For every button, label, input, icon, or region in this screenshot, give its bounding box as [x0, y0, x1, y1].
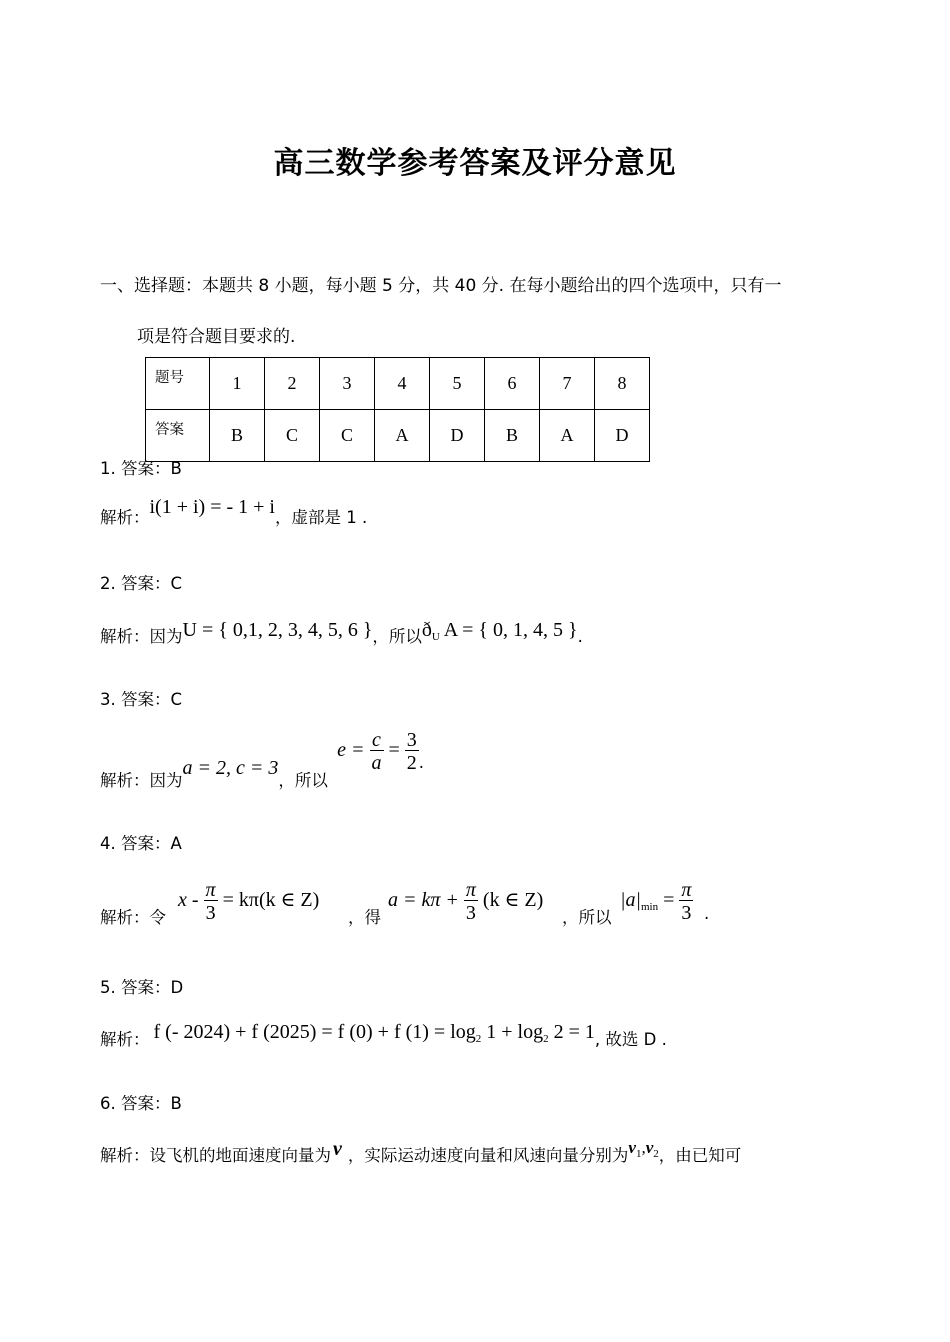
numerator: 3: [406, 729, 417, 751]
table-header-answer: 答案: [146, 410, 210, 462]
explanation-tail: ，由已知可: [658, 1146, 742, 1165]
explanation-2: [100, 619, 583, 649]
formula: [620, 880, 693, 923]
subscript: 1: [635, 1148, 642, 1160]
formula: [422, 619, 578, 641]
formula: [178, 880, 319, 923]
explanation-mid: ，所以: [278, 771, 328, 791]
explanation-5: [100, 1021, 667, 1052]
explanation-1: [100, 496, 368, 529]
answer-2: 2. 答案：C: [100, 574, 183, 593]
page-title: 高三数学参考答案及评分意见: [273, 146, 677, 181]
denominator: 3: [464, 900, 478, 923]
explanation-mid: ，所以: [562, 908, 612, 927]
formula: a = 2, c = 3: [182, 757, 279, 780]
formula-part: e =: [337, 739, 365, 762]
table-cell: 5: [430, 358, 485, 410]
vector-symbol: v: [628, 1138, 636, 1157]
formula-part: f (- 2024) + f (2025) = f (0) + f (1) = log: [153, 1021, 476, 1043]
table-cell: B: [210, 410, 265, 462]
answer-table: [145, 357, 650, 462]
explanation-tail: .: [577, 627, 583, 646]
numerator: π: [681, 879, 692, 901]
table-cell: C: [265, 410, 320, 462]
formula-part: (k ∈ Z): [482, 889, 544, 912]
subscript: 2: [475, 1033, 482, 1045]
subscript: 2: [653, 1148, 659, 1160]
fraction: [464, 880, 478, 923]
equals: =: [663, 889, 675, 912]
explanation-tail: .: [704, 904, 710, 923]
answer-1: 1. 答案：B: [100, 459, 182, 478]
formula-part: = kπ(k ∈ Z): [222, 889, 320, 912]
vector-symbol: v: [645, 1138, 654, 1157]
fraction: [370, 730, 384, 773]
explanation-label: 解析：设飞机的地面速度向量为: [100, 1146, 331, 1165]
table-cell: B: [485, 410, 540, 462]
explanation-label: 解析：因为: [100, 771, 183, 791]
answer-6: 6. 答案：B: [100, 1094, 182, 1113]
explanation-tail: .: [418, 753, 425, 773]
table-cell: D: [430, 410, 485, 462]
equals: =: [388, 739, 400, 762]
separator: ,: [641, 1138, 646, 1157]
denominator: 2: [406, 752, 417, 774]
explanation-label: 解析：: [100, 1030, 150, 1049]
answer-4: 4. 答案：A: [100, 834, 182, 853]
numerator: c: [372, 729, 381, 751]
table-cell: A: [375, 410, 430, 462]
denominator: 3: [679, 900, 693, 923]
vector-v: v: [333, 1138, 342, 1160]
table-cell: C: [320, 410, 375, 462]
formula-part: |a|: [620, 889, 641, 912]
answer-5: 5. 答案：D: [100, 978, 184, 997]
table-cell: 8: [595, 358, 650, 410]
explanation-4: [100, 872, 920, 928]
fraction: [405, 730, 419, 773]
explanation-mid: ，实际运动速度向量和风速向量分别为: [347, 1146, 629, 1165]
formula-part: A = { 0, 1, 4, 5 }: [439, 619, 578, 641]
formula-part: 2 = 1: [548, 1021, 595, 1043]
numerator: π: [205, 879, 216, 901]
denominator: 3: [204, 900, 218, 923]
table-cell: 7: [540, 358, 595, 410]
explanation-label: 解析：因为: [100, 627, 183, 646]
table-row-numbers: [146, 358, 650, 410]
table-header-number: 题号: [146, 358, 210, 410]
subscript: min: [641, 901, 659, 914]
denominator: a: [371, 752, 382, 774]
explanation-3: [100, 729, 425, 791]
formula: [337, 730, 419, 773]
explanation-tail: ，虚部是 1 .: [275, 508, 368, 527]
formula: U = { 0,1, 2, 3, 4, 5, 6 }: [182, 619, 373, 641]
formula: [154, 1021, 595, 1043]
formula-part: a = kπ +: [388, 889, 459, 912]
table-cell: 1: [210, 358, 265, 410]
explanation-6: [100, 1138, 742, 1168]
explanation-label: 解析：令: [100, 908, 166, 927]
formula-part: 1 + log: [481, 1021, 544, 1043]
explanation-mid: ，所以: [372, 627, 422, 646]
formula: i(1 + i) = - 1 + i: [149, 496, 275, 518]
fraction: [679, 880, 693, 923]
formula: [388, 880, 543, 923]
explanation-tail: , 故选 D .: [594, 1030, 667, 1049]
explanation-label: 解析：: [100, 508, 150, 527]
answer-3: 3. 答案：C: [100, 690, 183, 709]
numerator: π: [465, 879, 476, 901]
subscript: U: [431, 631, 440, 643]
table-cell: 3: [320, 358, 375, 410]
vector-v1: [628, 1138, 659, 1160]
table-cell: 6: [485, 358, 540, 410]
table-cell: A: [540, 410, 595, 462]
table-cell: D: [595, 410, 650, 462]
section-heading-line2: 项是符合题目要求的.: [137, 327, 296, 347]
formula-part: x -: [178, 889, 199, 912]
table-row-answers: [146, 410, 650, 462]
section-heading-line1: 一、选择题：本题共 8 小题，每小题 5 分，共 40 分. 在每小题给出的四个选项中，只有一: [100, 276, 782, 296]
table-cell: 4: [375, 358, 430, 410]
fraction: [204, 880, 218, 923]
explanation-mid: ，得: [348, 908, 381, 927]
table-cell: 2: [265, 358, 320, 410]
complement-symbol: ð: [421, 619, 432, 641]
subscript: 2: [543, 1033, 549, 1045]
